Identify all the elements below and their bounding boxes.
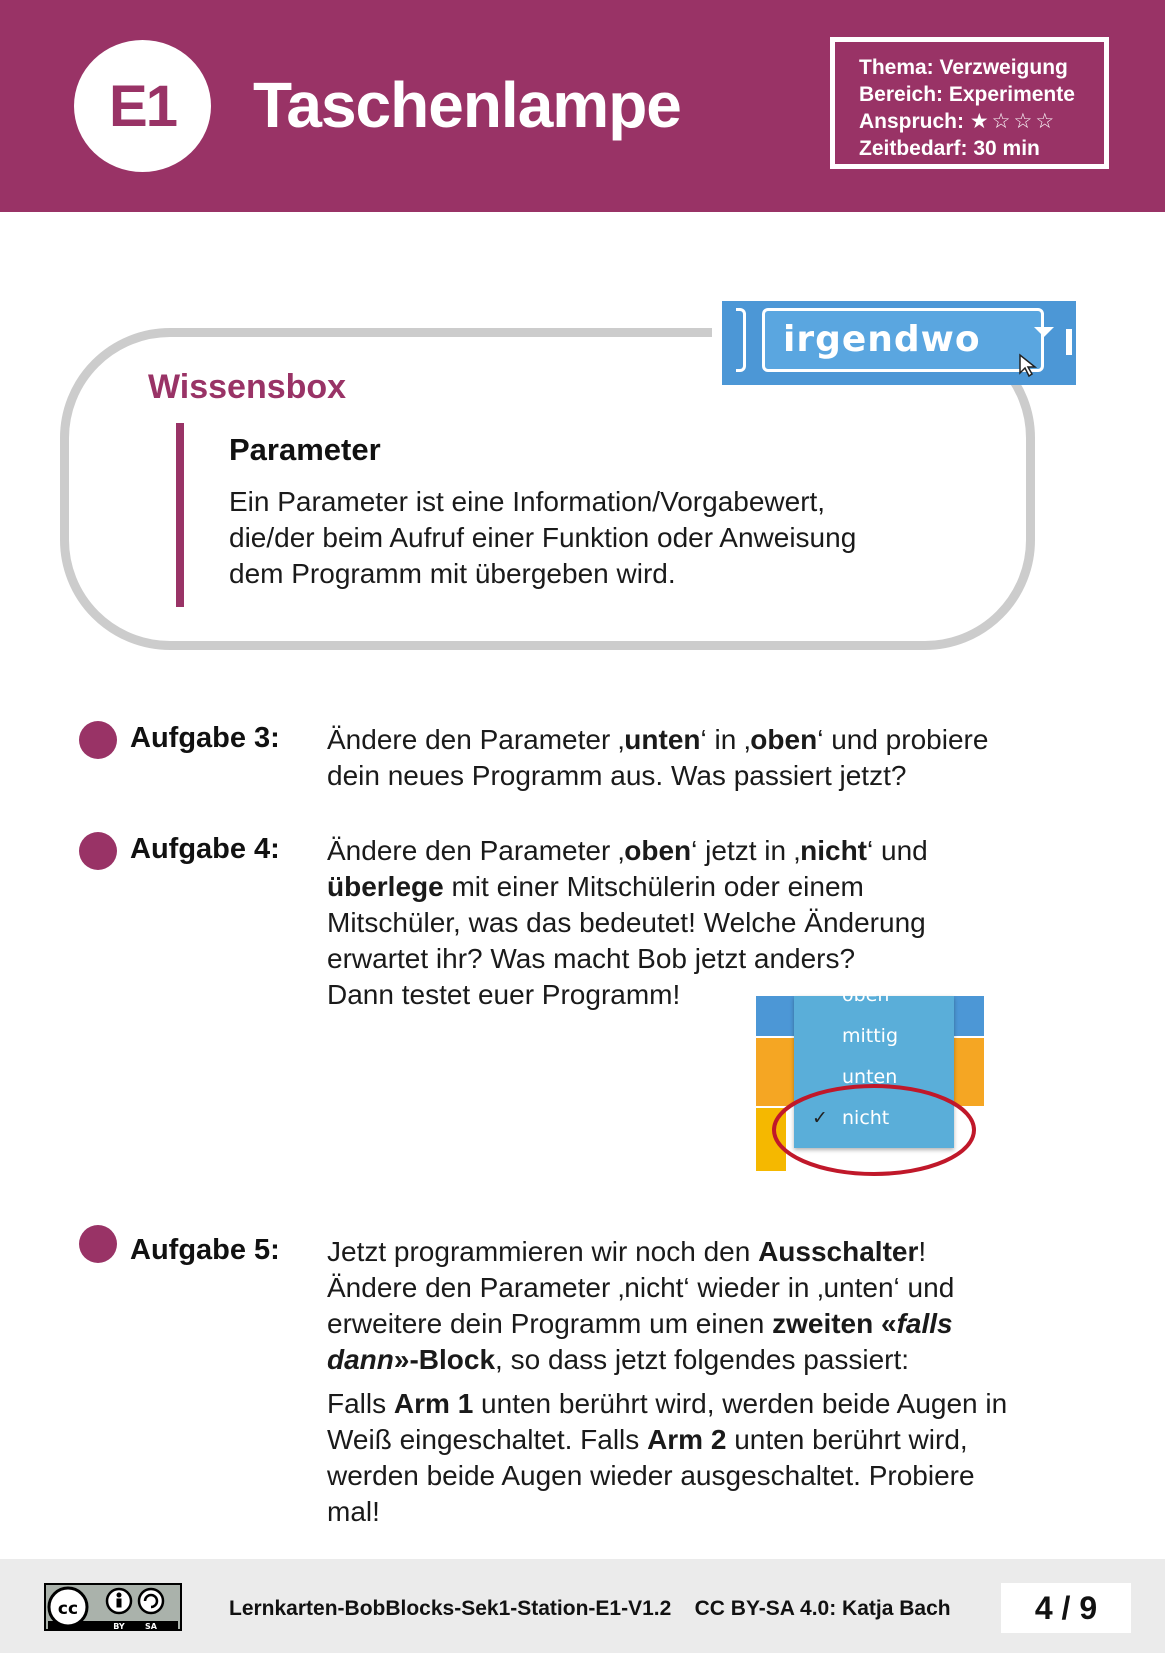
star-outline-icon: ☆ xyxy=(1035,110,1055,133)
wissensbox-definition xyxy=(229,484,989,592)
cc-sa-label: SA xyxy=(145,1622,157,1631)
footer-credit: Lernkarten-BobBlocks-Sek1-Station-E1-V1.2 CC BY-SA 4.0: Katja Bach xyxy=(229,1597,951,1620)
star-outline-icon: ☆ xyxy=(991,110,1011,133)
checkmark-icon: ✓ xyxy=(812,1108,828,1129)
parameter-dropdown xyxy=(762,308,1044,372)
task-5-text: Jetzt programmieren wir noch den Ausschalter! Ändere den Parameter ‚nicht‘ wieder in ‚unten‘ und erweitere dein Programm um einen zweiten «falls dann»-Block, so dass jetzt folgendes passiert: Falls Arm 1 unten berührt wird, werden beide Augen in Weiß eingeschaltet. Falls Arm 2 unten berührt wird, werden beide Augen wieder ausgeschaltet. Probiere mal! xyxy=(327,1236,1008,1527)
task-bullet-icon xyxy=(79,721,117,759)
task-4-text: Ändere den Parameter ‚oben‘ jetzt in ‚nicht‘ und überlege mit einer Mitschülerin oder einem Mitschüler, was das bedeutet! Welche Änderung erwartet ihr? Was macht Bob jetzt anders? Dann testet euer Programm! xyxy=(327,835,928,1010)
task-bullet-icon xyxy=(79,1225,117,1263)
cc-license-icon xyxy=(44,1583,182,1631)
highlight-ellipse xyxy=(770,1082,978,1178)
dropdown-option: unten xyxy=(842,1066,898,1088)
block-parameter-image xyxy=(722,301,1076,385)
info-thema: Thema: Verzweigung xyxy=(859,56,1068,79)
page-number: 4 / 9 xyxy=(1001,1583,1131,1633)
wissensbox-title: Wissensbox xyxy=(148,368,347,406)
cc-by-label: BY xyxy=(113,1622,125,1631)
info-zeitbedarf: Zeitbedarf: 30 min xyxy=(859,137,1040,160)
definition-line: dem Programm mit übergeben wird. xyxy=(229,558,676,589)
task-5-label: Aufgabe 5: xyxy=(130,1234,280,1266)
info-box xyxy=(830,37,1109,169)
definition-line: die/der beim Aufruf einer Funktion oder Anweisung xyxy=(229,522,857,553)
cc-logo-label: cc xyxy=(57,1599,79,1619)
task-4-label: Aufgabe 4: xyxy=(130,833,280,865)
wissensbox-term: Parameter xyxy=(229,432,381,467)
header-bar xyxy=(0,0,1165,212)
mouse-cursor-icon xyxy=(1018,353,1038,379)
task-bullet-icon xyxy=(79,832,117,870)
station-badge: E1 xyxy=(74,40,211,172)
info-anspruch xyxy=(859,108,1104,135)
definition-line: Ein Parameter ist eine Information/Vorgabewert, xyxy=(229,486,826,517)
dropdown-option: oben xyxy=(842,984,890,1006)
chevron-down-icon xyxy=(1034,327,1054,337)
wissensbox-accent-bar xyxy=(176,423,184,607)
info-anspruch-label: Anspruch: xyxy=(859,110,964,133)
dropdown-option-selected: nicht xyxy=(842,1107,890,1129)
info-bereich: Bereich: Experimente xyxy=(859,83,1075,106)
page-title: Taschenlampe xyxy=(253,69,681,141)
dropdown-option: mittig xyxy=(842,1025,899,1047)
task-3-label: Aufgabe 3: xyxy=(130,722,280,754)
star-outline-icon: ☆ xyxy=(1013,110,1033,133)
parameter-dropdown-label: irgendwo xyxy=(783,319,981,360)
star-filled-icon: ★ xyxy=(969,110,989,133)
task-3-text: Ändere den Parameter ‚unten‘ in ‚oben‘ und probiere dein neues Programm aus. Was passiert jetzt? xyxy=(327,724,989,791)
star-rating xyxy=(970,110,1057,133)
